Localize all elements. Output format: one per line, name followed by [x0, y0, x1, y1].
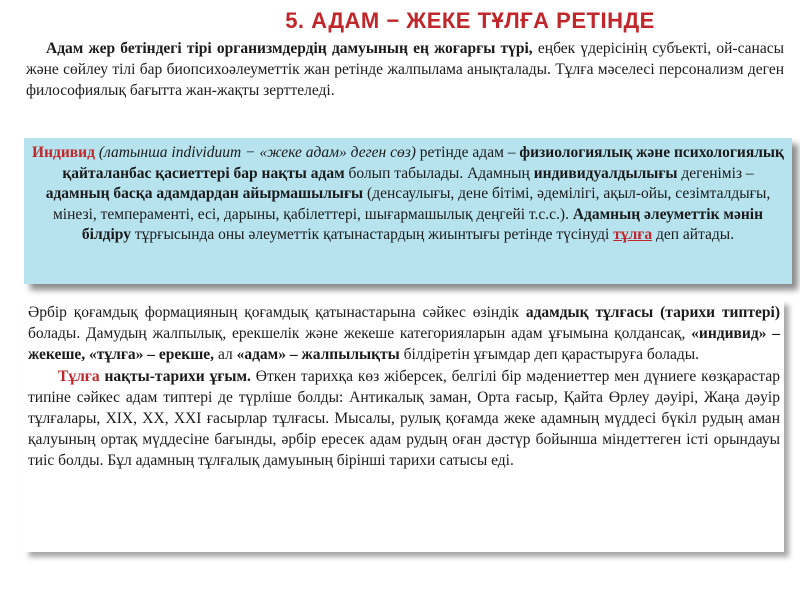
intro-paragraph — [26, 38, 784, 101]
content-box — [24, 300, 784, 552]
definition-text-2: болып табылады. Адамның — [344, 164, 534, 182]
p2-text: Өткен тарихқа көз жіберсек, белгілі бір мәдениеттер мен дүниеге көзқарастар типіне сәйкес адам типтері де түрліше болды: Антикалық заман, Орта ғасыр, Қайта Өрлеу дәуірі, Жаңа дәуір тұлғалары, XIX, XX, XXI ғасырлар тұлғасы. Мысалы, рулық қоғамда жеке адамның мүддесі бүкіл рудың аман қалуының ортақ мүддесіне бағынды, әрбір ересек адам рудың оған дәстүр бойынша міндеттеген істі орындауы тиіс болды. Бұл адамның тұлғалық дамуының бірінші тарихи сатысы еді. — [28, 367, 780, 470]
definition-bold-4: Адамның әлеуметтік мәнін білдіру — [81, 205, 764, 243]
intro-text: еңбек үдерісінің субъекті, ой-санасы және сөйлеу тілі бар биопсихоәлеуметтік жан ретінде жалпылама анықталады. Тұлға мәселесі персонализм деген философиялық бағытта жан-жақты зерттеледі. — [26, 40, 784, 99]
p1-bold-b: адамдық тұлғасы (тарихи типтері) — [525, 304, 780, 321]
paragraph-history — [28, 366, 780, 472]
definition-text-6: деп айтады. — [652, 226, 735, 243]
term-note: (латынша individuum − «жеке адам» деген сөз) — [94, 144, 416, 161]
p1-text-e: ал — [214, 346, 237, 364]
intro-bold-lead: Адам жер бетіндегі тірі организмдердің дамуының ең жоғарғы түрі, — [46, 40, 533, 57]
definition-bold-3: адамның басқа адамдардан айырмашылығы — [45, 185, 364, 202]
definition-text-1: ретінде адам – — [415, 144, 520, 161]
term-individ: Индивид — [32, 144, 95, 161]
p1-text-a: Әрбір қоғамдық формацияның қоғамдық қатынастарына сәйкес өзіндік — [28, 304, 526, 321]
definition-text-3: дегеніміз – — [677, 164, 754, 182]
p1-bold-d: «индивид» – жекеше, «тұлға» – ерекше, — [28, 325, 780, 364]
definition-bold-2: индивидуалдылығы — [533, 164, 678, 182]
definition-paragraph — [32, 143, 784, 246]
p1-text-g: білдіретін ұғымдар деп қарастыруға болады. — [399, 346, 700, 364]
definition-text-4: (денсаулығы, дене бітімі, әдемілігі, ақыл-ойы, сезімталдығы, мінезі, темпераменті, есі, дарыны, қабілеттері, шығармашылық деңгейі т.с.с.). — [52, 185, 771, 223]
definition-box — [24, 138, 792, 284]
definition-text-5: тұрғысында оны әлеуметтік қатынастардың жиынтығы ретінде түсінуді — [130, 226, 614, 243]
p2-red-term: Тұлға — [58, 367, 100, 385]
page-title: 5. АДАМ − ЖЕКЕ ТҰЛҒА РЕТІНДЕ — [285, 8, 655, 33]
p2-bold: нақты-тарихи ұғым. — [99, 367, 251, 385]
term-tulga: тұлға — [613, 226, 653, 243]
p1-text-c: болады. Дамудың жалпылық, ерекшелік және жекеше категорияларын адам ұғымына қолдансақ, — [28, 325, 692, 343]
definition-bold-1: физиологиялық және психологиялық қайталанбас қасиеттері бар нақты адам — [62, 144, 784, 182]
p1-bold-f: «адам» – жалпылықты — [236, 346, 400, 364]
paragraph-formations — [28, 302, 780, 366]
